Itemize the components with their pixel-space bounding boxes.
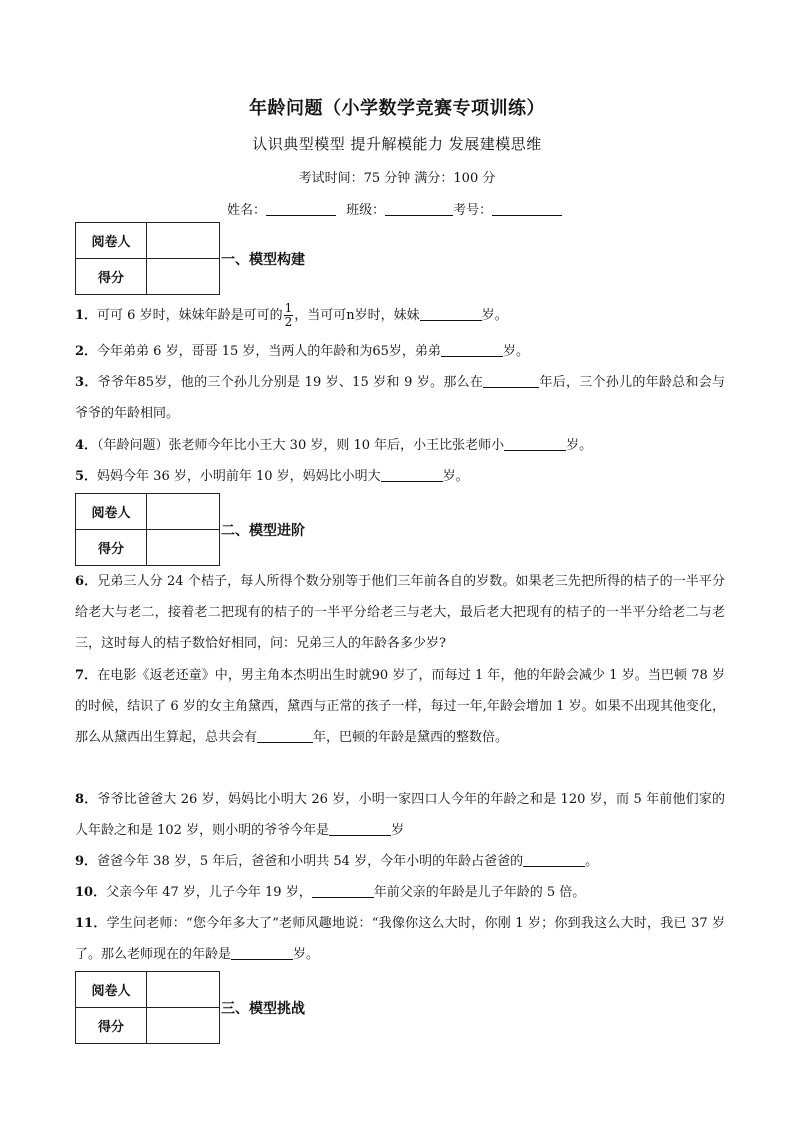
answer-blank[interactable] <box>483 373 539 388</box>
fraction-numerator: 1 <box>284 301 293 315</box>
answer-blank[interactable] <box>312 883 374 898</box>
question-2 <box>75 336 725 367</box>
answer-blank[interactable] <box>523 852 585 867</box>
question-number: 11． <box>75 916 107 931</box>
number-label: 考号： <box>453 203 493 218</box>
score-cell[interactable] <box>147 530 220 566</box>
answer-blank[interactable] <box>231 945 293 960</box>
score-cell[interactable] <box>147 259 220 295</box>
section-title: 一、模型构建 <box>221 252 305 268</box>
fraction-denominator: 2 <box>284 315 293 329</box>
question-5 <box>75 461 725 492</box>
grader-label: 阅卷人 <box>76 223 147 259</box>
question-11 <box>75 908 725 970</box>
question-number: 6． <box>75 574 98 589</box>
question-3 <box>75 367 725 429</box>
question-text: 兄弟三人分 24 个桔子，每人所得个数分别等于他们三年前各自的岁数。如果老三先把所得的桔子的一半平分给老大与老二，接着老二把现有的桔子的一半平分给老三与老大，最后老大把现有的桔子的一半平分给老二与老三，这时每人的桔子数恰好相同，问：兄弟三人的年龄各多少岁? <box>75 574 726 651</box>
answer-blank[interactable] <box>329 821 391 836</box>
answer-blank[interactable] <box>441 342 503 357</box>
score-box <box>75 222 220 295</box>
question-text: 年，巴顿的年龄是黛西的整数倍。 <box>313 730 509 745</box>
question-9 <box>75 846 725 877</box>
question-text: 岁 <box>391 823 405 838</box>
question-text: 年后，三个孙儿的年龄总和会与爷爷的年龄相同。 <box>75 375 726 421</box>
score-box <box>75 971 220 1044</box>
score-label: 得分 <box>76 1008 147 1044</box>
answer-blank[interactable] <box>504 436 566 451</box>
name-label: 姓名： <box>227 203 267 218</box>
question-text: 爷爷比爸爸大 26 岁，妈妈比小明大 26 岁，小明一家四口人今年的年龄之和是 120 岁，而 5 年前他们家的人年龄之和是 102 岁，则小明的爷爷今年是 <box>75 792 725 838</box>
question-number: 7． <box>75 668 98 683</box>
question-text: ，当可可n岁时，妹妹 <box>294 308 420 323</box>
grader-label: 阅卷人 <box>76 494 147 530</box>
question-text: 今年弟弟 6 岁，哥哥 15 岁，当两人的年龄和为65岁，弟弟 <box>97 344 441 359</box>
question-4 <box>75 430 725 461</box>
question-text: 。 <box>585 854 599 869</box>
score-label: 得分 <box>76 530 147 566</box>
number-field[interactable] <box>492 201 562 216</box>
exam-info: 考试时间：75 分钟 满分：100 分 <box>298 171 496 186</box>
grader-cell[interactable] <box>147 223 220 259</box>
score-cell[interactable] <box>147 1008 220 1044</box>
question-number: 1． <box>75 308 98 323</box>
score-label: 得分 <box>76 259 147 295</box>
question-text: 岁。 <box>502 344 529 359</box>
name-field[interactable] <box>266 201 336 216</box>
class-field[interactable] <box>385 201 453 216</box>
grader-cell[interactable] <box>147 972 220 1008</box>
class-label: 班级： <box>346 203 386 218</box>
question-8 <box>75 784 725 846</box>
section-title: 三、模型挑战 <box>221 1001 305 1017</box>
grader-cell[interactable] <box>147 494 220 530</box>
question-text: （年龄问题）张老师今年比小王大 30 岁，则 10 年后，小王比张老师小 <box>97 438 505 453</box>
page-subtitle: 认识典型模型 提升解模能力 发展建模思维 <box>252 135 542 153</box>
question-number: 4． <box>75 438 98 453</box>
answer-blank[interactable] <box>420 306 482 321</box>
question-text: 父亲今年 47 岁，儿子今年 19 岁， <box>106 885 312 900</box>
score-box <box>75 493 220 566</box>
question-10 <box>75 877 725 908</box>
question-text: 岁。 <box>481 308 508 323</box>
question-text: 可可 6 岁时，妹妹年龄是可可的 <box>97 308 283 323</box>
question-number: 3． <box>75 375 98 390</box>
question-number: 5． <box>75 469 98 484</box>
student-info-fields <box>227 199 562 218</box>
question-number: 2． <box>75 344 98 359</box>
question-text: 学生问老师：“您今年多大了”老师风趣地说：“我像你这么大时，你刚 1 岁；你到我这么大时，我已 37 岁了。那么老师现在的年龄是 <box>75 916 726 962</box>
question-6 <box>75 566 725 659</box>
question-text: 岁。 <box>566 438 593 453</box>
question-7 <box>75 660 725 753</box>
question-text: 岁。 <box>442 469 469 484</box>
grader-label: 阅卷人 <box>76 972 147 1008</box>
question-text: 爸爸今年 38 岁，5 年后，爸爸和小明共 54 岁，今年小明的年龄占爸爸的 <box>97 854 524 869</box>
question-number: 8． <box>75 792 98 807</box>
page-title: 年龄问题（小学数学竞赛专项训练） <box>249 98 545 119</box>
fraction <box>284 302 294 329</box>
question-text: 爷爷年85岁，他的三个孙儿分别是 19 岁、15 岁和 9 岁。那么在 <box>97 375 484 390</box>
section-title: 二、模型进阶 <box>221 523 305 539</box>
question-1 <box>75 300 725 331</box>
question-text: 年前父亲的年龄是儿子年龄的 5 倍。 <box>373 885 586 900</box>
question-text: 妈妈今年 36 岁，小明前年 10 岁，妈妈比小明大 <box>97 469 381 484</box>
question-number: 10． <box>75 885 107 900</box>
question-text: 在电影《返老还童》中，男主角本杰明出生时就90 岁了，而每过 1 年，他的年龄会减少 1 岁。当巴顿 78 岁的时候，结识了 6 岁的女主角黛西，黛西与正常的孩子一样，每过一年,年龄会增加 1 岁。如果不出现其他变化，那么从黛西出生算起，总共会有 <box>75 668 725 745</box>
question-number: 9． <box>75 854 98 869</box>
question-text: 岁。 <box>293 947 320 962</box>
answer-blank[interactable] <box>381 467 443 482</box>
answer-blank[interactable] <box>257 728 313 743</box>
